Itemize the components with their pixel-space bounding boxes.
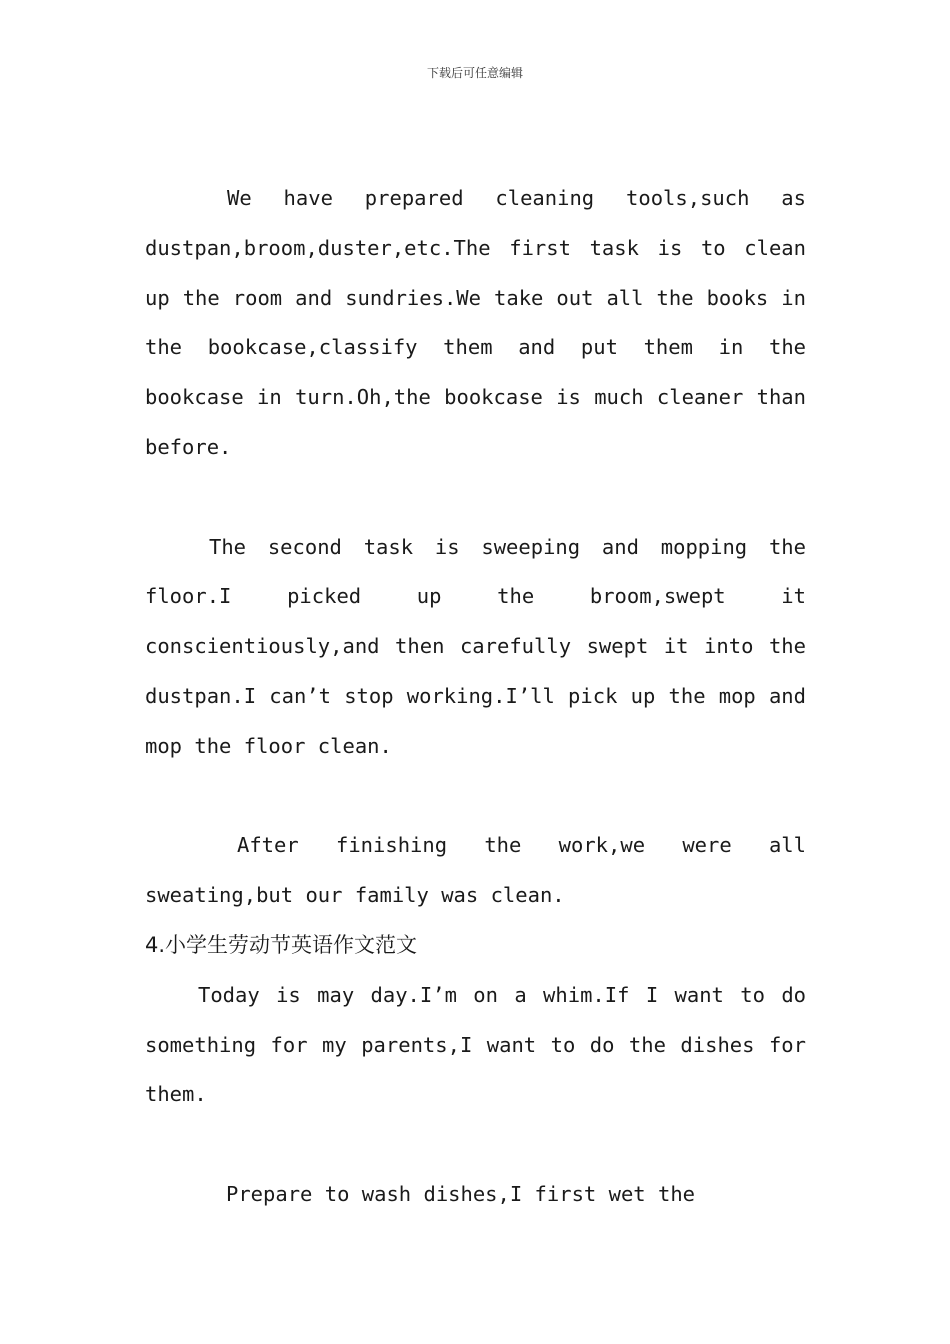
paragraph-gap <box>145 473 806 523</box>
section-heading: 4.小学生劳动节英语作文范文 <box>145 932 418 957</box>
paragraph-gap <box>145 1120 806 1170</box>
paragraph-cleaning-tools: We have prepared cleaning tools,such as dustpan,broom,duster,etc.The first task is to clean up the room and sundries.We take out all the books in the bookcase,classify them and put them in the bookcase in turn.Oh,the bookcase is much cleaner than before. <box>145 186 806 459</box>
paragraph-may-day: Today is may day.I’m on a whim.If I want to do something for my parents,I want to do the dishes for them. <box>145 982 806 1107</box>
paragraph-gap <box>145 772 806 822</box>
page-header: 下载后可任意编辑 <box>426 66 523 80</box>
document-body <box>145 174 806 1220</box>
paragraph-wash-dishes: Prepare to wash dishes,I first wet the <box>226 1181 695 1206</box>
paragraph-after-finishing: After finishing the work,we were all sweating,but our family was clean. <box>145 833 806 908</box>
paragraph-second-task: The second task is sweeping and mopping the floor.I picked up the broom,swept it conscientiously,and then carefully swept it into the dustpan.I can’t stop working.I’ll pick up the mop and mop the floor clean. <box>145 534 806 758</box>
